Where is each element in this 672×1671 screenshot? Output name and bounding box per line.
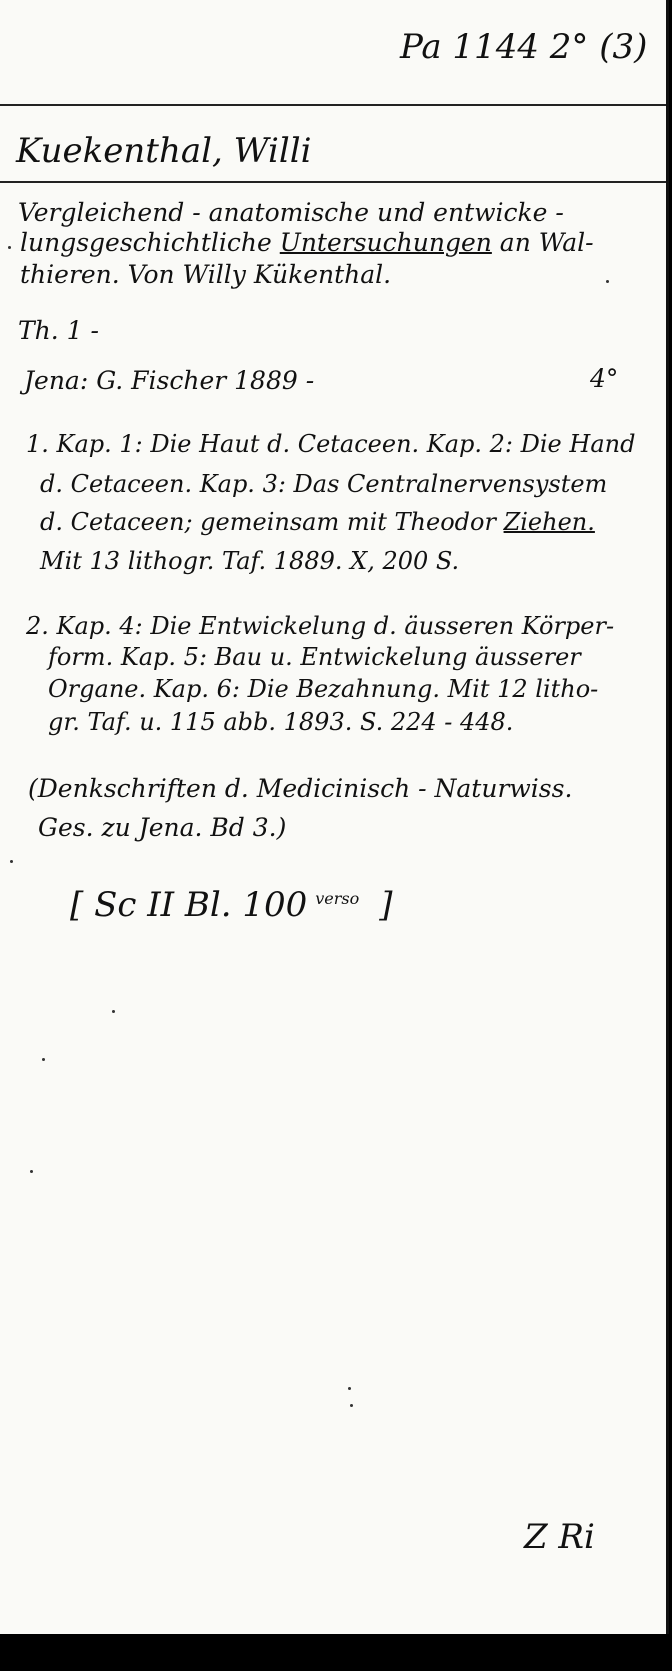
- part-1-underlined-name: Ziehen.: [503, 508, 595, 536]
- paper-speck: [348, 1387, 351, 1390]
- paper-speck: [350, 1404, 353, 1407]
- paper-speck: [8, 246, 11, 249]
- part-1-line-1: 1. Kap. 1: Die Haut d. Cetaceen. Kap. 2: Die Hand: [26, 430, 636, 458]
- series-line-2: Ges. zu Jena. Bd 3.): [38, 813, 287, 842]
- format: 4°: [590, 364, 619, 393]
- author-heading: Kuekenthal, Willi: [16, 131, 312, 171]
- shelf-location-verso: verso: [315, 888, 360, 908]
- part-1-line-3-start: d. Cetaceen; gemeinsam mit Theodor: [40, 508, 504, 536]
- part-2-line-1: 2. Kap. 4: Die Entwickelung d. äusseren Körper-: [26, 612, 615, 640]
- paper-speck: [606, 280, 609, 283]
- shelf-location-close: ]: [379, 885, 393, 925]
- series-line-1: (Denkschriften d. Medicinisch - Naturwiss.: [28, 774, 573, 803]
- part-1-line-4: Mit 13 lithogr. Taf. 1889. X, 200 S.: [40, 547, 460, 575]
- shelf-location: [70, 885, 393, 925]
- title-line-1: Vergleichend - anatomische und entwicke -: [18, 198, 564, 227]
- scan-border: [0, 1634, 672, 1671]
- paper-speck: [10, 860, 13, 863]
- imprint: Jena: G. Fischer 1889 -: [24, 366, 315, 395]
- part-1-line-3: [40, 510, 595, 534]
- part-2-line-2: form. Kap. 5: Bau u. Entwickelung äusserer: [48, 643, 581, 671]
- paper-speck: [30, 1170, 33, 1173]
- part-2-line-4: gr. Taf. u. 115 abb. 1893. S. 224 - 448.: [48, 708, 514, 736]
- title-line-3: thieren. Von Willy Kükenthal.: [20, 260, 392, 289]
- part-2-line-3: Organe. Kap. 6: Die Bezahnung. Mit 12 litho-: [48, 675, 599, 703]
- parts-note: Th. 1 -: [18, 316, 99, 345]
- cataloguer-initials: Z Ri: [524, 1517, 595, 1557]
- call-number: Pa 1144 2° (3): [400, 27, 648, 67]
- title-line-2-start: lungsgeschichtliche: [20, 228, 280, 257]
- title-underlined-word: Untersuchungen: [279, 228, 492, 257]
- title-line-2: [20, 230, 594, 255]
- shelf-location-main: [ Sc II Bl. 100: [70, 885, 308, 925]
- title-line-2-end: an Wal-: [491, 228, 594, 257]
- author-divider: [0, 181, 666, 183]
- part-1-line-2: d. Cetaceen. Kap. 3: Das Centralnervensystem: [40, 470, 608, 498]
- paper-speck: [112, 1010, 115, 1013]
- paper-speck: [42, 1058, 45, 1061]
- header-divider: [0, 104, 666, 106]
